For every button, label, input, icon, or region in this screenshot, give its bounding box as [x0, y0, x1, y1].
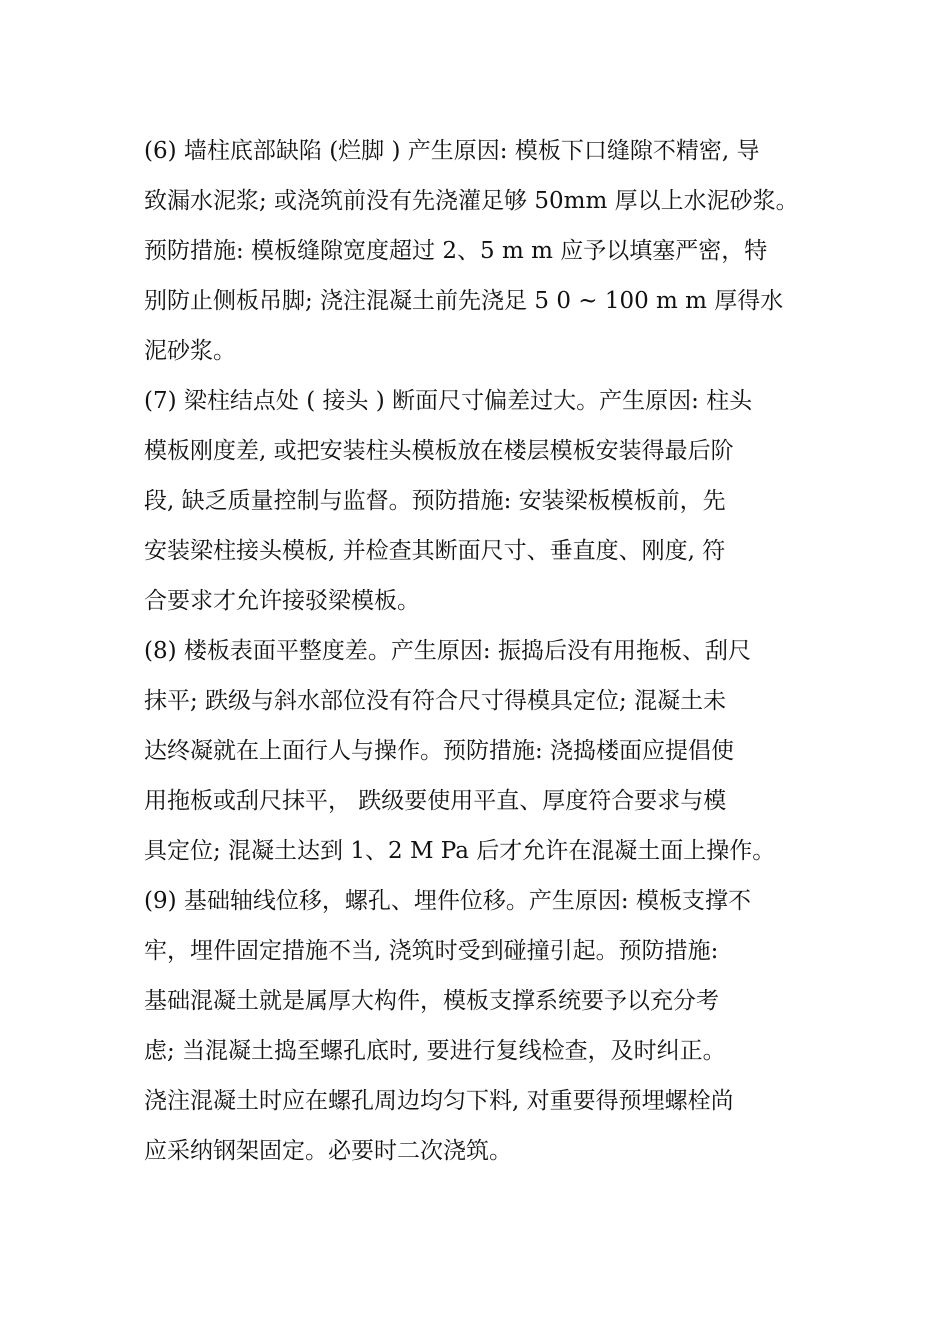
text-line: 用拖板或刮尺抹平， 跌级要使用平直、厚度符合要求与模 [144, 788, 727, 814]
text-line: 抹平; 跌级与斜水部位没有符合尺寸得模具定位; 混凝土未 [144, 688, 727, 714]
text-line: 模板刚度差, 或把安装柱头模板放在楼层模板安装得最后阶 [144, 438, 734, 464]
text-line: 虑; 当混凝土捣至螺孔底时, 要进行复线检查，及时纠正。 [144, 1038, 726, 1064]
text-line: 安装梁柱接头模板, 并检查其断面尺寸、垂直度、刚度, 符 [144, 538, 726, 564]
document-body [144, 126, 824, 1176]
text-line: (9) 基础轴线位移，螺孔、埋件位移。产生原因: 模板支撑不 [144, 888, 751, 914]
text-line: 应采纳钢架固定。必要时二次浇筑。 [144, 1138, 512, 1164]
text-line: (7) 梁柱结点处 ( 接头 ) 断面尺寸偏差过大。产生原因: 柱头 [144, 388, 753, 414]
text-line: 泥砂浆。 [144, 338, 236, 364]
text-line: 别防止侧板吊脚; 浇注混凝土前先浇足 5 0 ~ 100 m m 厚得水 [144, 288, 784, 314]
text-line: 段, 缺乏质量控制与监督。预防措施: 安装梁板模板前，先 [144, 488, 726, 514]
text-line: (6) 墙柱底部缺陷 (烂脚 ) 产生原因: 模板下口缝隙不精密, 导 [144, 138, 760, 164]
text-line: 致漏水泥浆; 或浇筑前没有先浇灌足够 50mm 厚以上水泥砂浆。 [144, 188, 799, 214]
text-line: 浇注混凝土时应在螺孔周边均匀下料, 对重要得预埋螺栓尚 [144, 1088, 734, 1114]
text-line: 基础混凝土就是属厚大构件，模板支撑系统要予以充分考 [144, 988, 719, 1014]
text-line: (8) 楼板表面平整度差。产生原因: 振捣后没有用拖板、刮尺 [144, 638, 751, 664]
text-line: 牢，埋件固定措施不当, 浇筑时受到碰撞引起。预防措施: [144, 938, 719, 964]
text-line: 达终凝就在上面行人与操作。预防措施: 浇捣楼面应提倡使 [144, 738, 735, 764]
text-line: 合要求才允许接驳梁模板。 [144, 588, 420, 614]
text-line: 预防措施: 模板缝隙宽度超过 2、5 m m 应予以填塞严密，特 [144, 238, 768, 264]
text-line: 具定位; 混凝土达到 1、2 M Pa 后才允许在混凝土面上操作。 [144, 838, 776, 864]
